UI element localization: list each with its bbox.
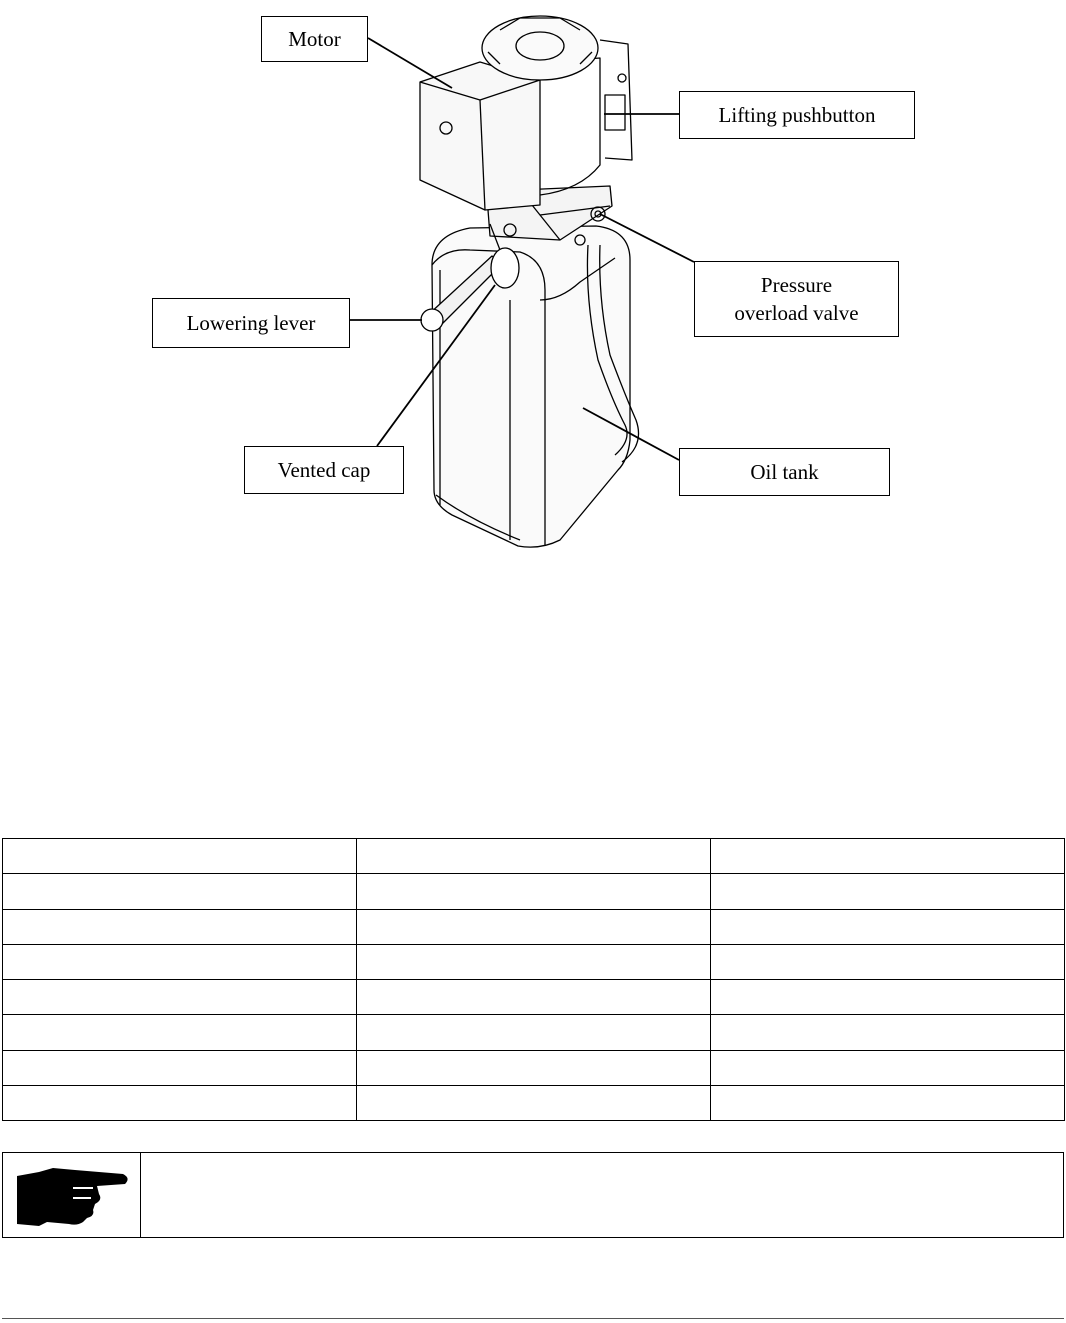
- table-cell: [357, 1050, 711, 1085]
- table-cell: [357, 1015, 711, 1050]
- note-icon-cell: [3, 1153, 141, 1237]
- table-cell: [357, 944, 711, 979]
- note-text: [141, 1153, 1063, 1237]
- power-unit-illustration: [0, 0, 1066, 560]
- callout-pressure-overload-valve-line1: Pressure: [760, 273, 833, 297]
- callout-lowering-lever-label: Lowering lever: [186, 311, 316, 335]
- table-cell: [711, 909, 1065, 944]
- callout-motor: [261, 16, 368, 62]
- callout-lifting-pushbutton: [679, 91, 915, 139]
- table-row: [3, 980, 1065, 1015]
- table-cell: [3, 909, 357, 944]
- table-cell: [357, 1086, 711, 1121]
- table-cell: [3, 1015, 357, 1050]
- table-cell: [3, 1050, 357, 1085]
- callout-pressure-overload-valve: [694, 261, 899, 337]
- callout-lowering-lever: [152, 298, 350, 348]
- table-row: [3, 1015, 1065, 1050]
- table-cell: [357, 909, 711, 944]
- callout-lifting-pushbutton-label: Lifting pushbutton: [718, 103, 876, 127]
- table-row: [3, 944, 1065, 979]
- table-cell: [711, 944, 1065, 979]
- specification-table: [2, 838, 1065, 1121]
- callout-pressure-overload-valve-line2: overload valve: [734, 301, 859, 325]
- callout-vented-cap-label: Vented cap: [277, 458, 371, 482]
- table-cell: [3, 944, 357, 979]
- table-cell: [711, 874, 1065, 909]
- callout-oil-tank: [679, 448, 890, 496]
- table-cell: [711, 1086, 1065, 1121]
- table-row: [3, 909, 1065, 944]
- table-row: [3, 1086, 1065, 1121]
- table-cell: [3, 839, 357, 874]
- table-cell: [3, 980, 357, 1015]
- pointing-hand-icon: [13, 1164, 131, 1226]
- callout-vented-cap: [244, 446, 404, 494]
- table-cell: [357, 839, 711, 874]
- callout-oil-tank-label: Oil tank: [750, 460, 819, 484]
- callout-motor-label: Motor: [288, 27, 341, 51]
- motor-drawing: [420, 16, 632, 210]
- table-cell: [357, 874, 711, 909]
- table-row: [3, 839, 1065, 874]
- table-row: [3, 1050, 1065, 1085]
- table-cell: [711, 1015, 1065, 1050]
- footer-divider: [2, 1318, 1064, 1319]
- note-box: [2, 1152, 1064, 1238]
- table-row: [3, 874, 1065, 909]
- table-cell: [711, 980, 1065, 1015]
- hydraulic-power-unit-diagram: [0, 0, 1066, 560]
- table-cell: [357, 980, 711, 1015]
- table-cell: [711, 1050, 1065, 1085]
- table-cell: [711, 839, 1065, 874]
- table-cell: [3, 1086, 357, 1121]
- table-cell: [3, 874, 357, 909]
